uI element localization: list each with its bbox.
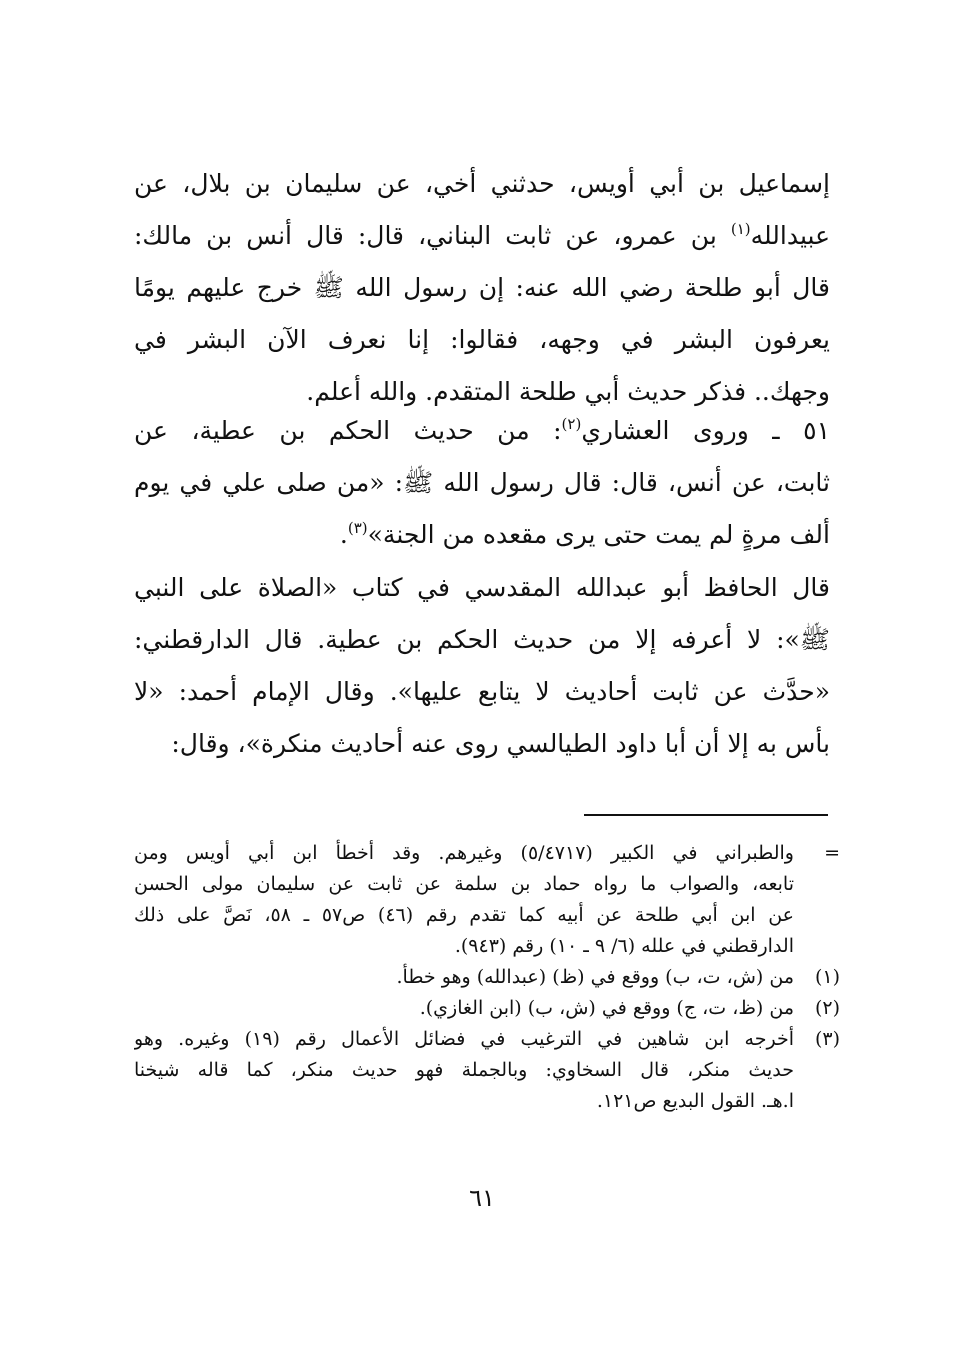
text-fragment: ألف مرةٍ لم يمت حتى يرى مقعده من الجنة»	[367, 520, 830, 549]
footnote-number: (٣)	[814, 1028, 840, 1050]
paragraph-1	[134, 158, 830, 418]
paragraph-3	[134, 562, 830, 770]
text-line	[134, 210, 830, 262]
text-line: وجهك.. فذكر حديث أبي طلحة المتقدم. والله أعلم.	[306, 377, 830, 406]
text-line	[134, 405, 830, 457]
text-line	[134, 509, 830, 561]
footnote-3	[134, 1024, 840, 1117]
text-fragment: : من حديث الحكم بن عطية، عن	[134, 416, 562, 445]
text-fragment: عبيدالله	[750, 221, 830, 250]
footnote-line: أخرجه ابن شاهين في الترغيب في فضائل الأعمال رقم (١٩) وغيره. وهو	[134, 1028, 794, 1050]
footnote-continuation	[134, 838, 840, 962]
continuation-marker: =	[824, 842, 840, 864]
footnote-line: عن ابن أبي طلحة عن أبيه كما تقدم رقم (٤٦) ص٥٧ ـ ٥٨، نَصَّ على ذلك	[134, 904, 794, 926]
footnote-reference-3[interactable]: (٣)	[347, 519, 368, 537]
footnote-number: (٢)	[814, 997, 840, 1019]
text-line: إسماعيل بن أبي أويس، حدثني أخي، عن سليمان بن بلال، عن	[134, 169, 830, 198]
page-number: ٦١	[469, 1184, 495, 1212]
text-line: ثابت، عن أنس، قال: قال رسول الله ﷺ: «من صلى علي في يوم	[134, 468, 830, 497]
text-fragment: .	[339, 520, 348, 549]
footnote-line: حديث منكر، قال السخاوي: وبالجملة فهو حديث منكر، كما قاله شيخنا	[134, 1059, 794, 1081]
footnote-line: والطبراني في الكبير (٥/٤٧١٧) وغيرهم. وقد أخطأ ابن أبي أويس ومن	[134, 842, 794, 864]
footnote-line: من (ش، ت، ب) ووقع في (ظ) (عبدالله) وهو خطأ.	[396, 966, 794, 988]
footnote-1	[134, 962, 840, 993]
text-fragment: ٥١ ـ وروى العشاري	[581, 416, 830, 445]
footnote-line: الدارقطني في علله (٦/ ٩ ـ ١٠) رقم (٩٤٣).	[454, 935, 794, 957]
text-line: بأس به إلا أن أبا داود الطيالسي روى عنه أحاديث منكرة»، وقال:	[171, 729, 830, 758]
footnote-line: تابعه، والصواب ما رواه حماد بن سلمة عن ثابت عن سليمان مولى الحسن	[134, 873, 794, 895]
text-line: قال أبو طلحة رضي الله عنه: إن رسول الله ﷺ خرج عليهم يومًا	[134, 273, 830, 302]
footnotes	[134, 838, 840, 1117]
footnote-number: (١)	[814, 966, 840, 988]
text-line: قال الحافظ أبو عبدالله المقدسي في كتاب «الصلاة على النبي	[134, 573, 830, 602]
footnote-line: من (ظ، ت، ج) ووقع في (ش، ب) (ابن الغازي).	[419, 997, 794, 1019]
text-line: «حدَّث عن ثابت أحاديث لا يتابع عليها». وقال الإمام أحمد: «لا	[134, 677, 830, 706]
footnote-2	[134, 993, 840, 1024]
footnote-reference-2[interactable]: (٢)	[561, 415, 582, 433]
text-line: ﷺ»: لا أعرفه إلا من حديث الحكم بن عطية. قال الدارقطني:	[134, 625, 830, 654]
footnote-line: ا.هـ. القول البديع ص١٢١.	[596, 1090, 794, 1112]
text-fragment: بن عمرو، عن ثابت البناني، قال: قال أنس بن مالك:	[134, 221, 731, 250]
footnote-reference-1[interactable]: (١)	[730, 220, 751, 238]
paragraph-2	[134, 405, 830, 561]
footnote-separator	[584, 814, 828, 816]
text-line: يعرفون البشر في وجهه، فقالوا: إنا نعرف الآن البشر في	[134, 325, 830, 354]
